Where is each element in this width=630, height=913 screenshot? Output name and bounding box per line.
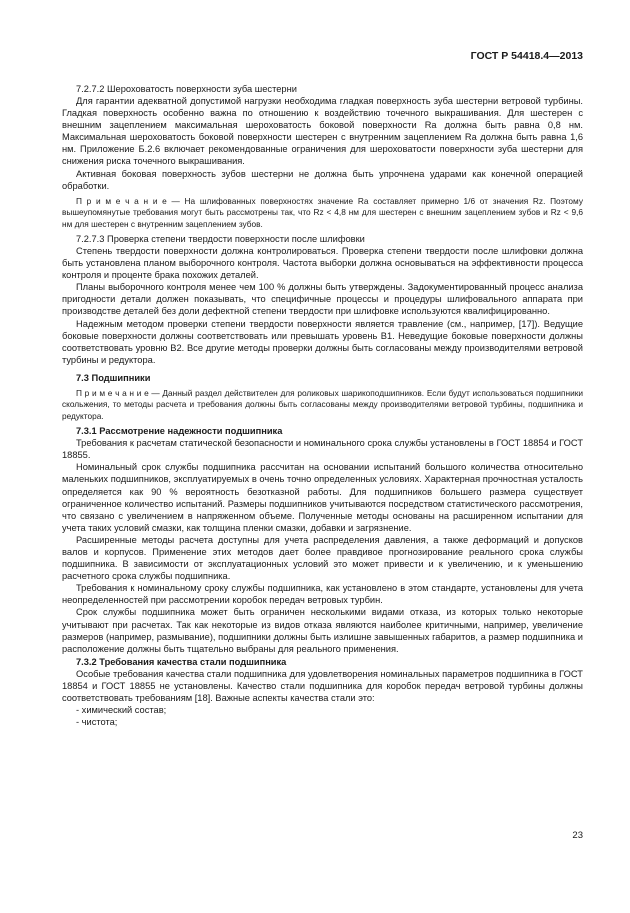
document-header: ГОСТ Р 54418.4—2013 [470, 50, 583, 62]
paragraph: Активная боковая поверхность зубов шестерни не должна быть упрочнена ударами как конечной операцией обработки. [62, 168, 583, 191]
paragraph: Для гарантии адекватной допустимой нагрузки необходима гладкая поверхность зуба шестерни ветровой турбины. Гладкая поверхность особенно важна по отношению к воздействию точечного выкрашивания. Для шестерен с внешним зацеплением максимальная шероховатость боковой поверхности Ra должна быть равна 0,8 нм. Максимальная шероховатость боковой поверхности шестерен с внутренним зацеплением Ra должна быть равна 1,6 нм. Приложение Б.2.6 включает рекомендованные ограничения для шероховатости поверхности зуба шестерни для снижения риска точечного выкрашивания. [62, 96, 583, 167]
section-heading-7-2-7-3: 7.2.7.3 Проверка степени твердости поверхности после шлифовки [76, 233, 365, 244]
paragraph: Надежным методом проверки степени твердости поверхности является травление (см., например, [17]). Ведущие боковые поверхности должны соответствовать или превышать уровень B1. Неведущие боковые поверхности должны соответствовать уровню B2. Все другие методы проверки должны быть согласованы между производителями ветровой турбины и редуктора. [62, 318, 583, 365]
note: П р и м е ч а н и е — Данный раздел действителен для роликовых шарикоподшипников. Если будут использоваться подшипники скольжения, то методы расчета и требования должны быть согласованы между производителями ветровой турбины, подшипника и редуктора. [62, 387, 583, 421]
page-body [62, 81, 583, 728]
page-number: 23 [572, 830, 583, 841]
paragraph: Требования к расчетам статической безопасности и номинального срока службы установлены в ГОСТ 18854 и ГОСТ 18855. [62, 438, 583, 461]
note: П р и м е ч а н и е — На шлифованных поверхностях значение Ra составляет примерно 1/6 от значения Rz. Поэтому вышеупомянутые требования могут быть рассмотрены так, что Rz < 4,8 нм для шестерен с внешним зацеплением зубов и Rz < 9,6 нм для шестерен с внутренним зацеплением зубов. [62, 195, 583, 229]
paragraph: Срок службы подшипника может быть ограничен несколькими видами отказа, из которых только некоторые учитывают при расчетах. Так как некоторые из видов отказа являются наиболее критичными, например, увеличение размеров (например, размывание), подшипники должны быть излишне завышенных габаритов, а размер подшипника и расположение должны быть тщательно выбраны для реального применения. [62, 607, 583, 654]
section-heading-7-3-2: 7.3.2 Требования качества стали подшипника [76, 656, 287, 667]
list-item: - химический состав; [76, 705, 167, 716]
quality-aspects-list [62, 704, 583, 728]
paragraph: Степень твердости поверхности должна контролироваться. Проверка степени твердости после шлифовки должна быть установлена планом выборочного контроля. Частота выборки должна основываться на эффективности процесса контроля и проценте брака похожих деталей. [62, 245, 583, 281]
list-item: - чистота; [76, 717, 118, 728]
paragraph: Требования к номинальному сроку службы подшипника, как установлено в этом стандарте, установлены для учета неопределенностей при рассмотрении коробок передач ветровых турбин. [62, 583, 583, 606]
paragraph: Особые требования качества стали подшипника для удовлетворения номинальных параметров подшипника в ГОСТ 18854 и ГОСТ 18855 не установлены. Качество стали подшипника для коробок передач ветровой турбины должны соответствовать требованиям [18]. Важные аспекты качества стали это: [62, 668, 583, 703]
paragraph: Планы выборочного контроля менее чем 100 % должны быть утверждены. Задокументированный процесс анализа пригодности детали должен показывать, что специфичные процессы и процедуры шлифовального аппарата при производстве деталей без доли дефектной степени твердости при шлифовке используются квалифицированно. [62, 282, 583, 317]
paragraph: Номинальный срок службы подшипника рассчитан на основании испытаний большого количества относительно маленьких подшипников, эксплуатируемых в очень точно определенных условиях. Характерная прочностная усталость определяется как 90 % вероятность безотказной работы. Для подшипников большего размера существует ограниченное количество испытаний. Размеры подшипников учитываются посредством статистического рассмотрения, что связано с увеличением в напряженном объеме. Полученные методы основаны на расширенном испытании для учета таких условий смазки, как толщина пленки смазки, добавки и загрязнение. [62, 462, 583, 533]
section-heading-7-3-1: 7.3.1 Рассмотрение надежности подшипника [76, 426, 283, 437]
section-heading-7-3: 7.3 Подшипники [76, 372, 151, 383]
paragraph: Расширенные методы расчета доступны для учета распределения давления, а также деформаций и допусков валов и корпусов. Применение этих методов дает более правдивое прогнозирование реального срока службы подшипника. В зависимости от эксплуатационных условий это может привести и к увеличению, и к уменьшению расчетного срока службы подшипника. [62, 534, 583, 582]
section-heading-7-2-7-2: 7.2.7.2 Шероховатость поверхности зуба шестерни [76, 84, 297, 94]
